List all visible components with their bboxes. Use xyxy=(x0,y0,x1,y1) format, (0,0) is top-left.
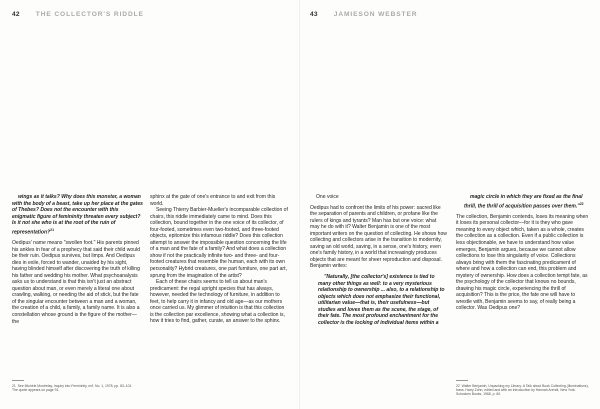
footnote-number-22: 22 xyxy=(456,384,460,388)
left-column-2 xyxy=(150,194,288,325)
sphinx-quote-text: wings as it talks? Why does this monster, a woman with the body of a beast, take up her place at the gates of Thebes? Does not the encounter with this enigmatic figure of femininity threaten every subject? Is it not she who is at the root of the ruin of representation? xyxy=(12,194,143,236)
benjamin-intro-paragraph: Oedipus had to confront the limits of his power: sacred like the separation of parents and children, or profane like the rulers of kings and tyrants? Man has but one voice: what may he do with it? Walter Benjamin is one of the most important writers on the question of collecting. He shows how collecting and collectors arise in the transition to modernity, saving an old world, saving, in a sense, one's history, even one's family history, in a world that increasingly produces objects that are meant for sheer reproduction and disposal. Benjamin writes: xyxy=(310,204,447,270)
footnote-number-21: 21 xyxy=(12,384,16,388)
section-title-one-voice: One voice xyxy=(316,194,339,200)
right-footnote xyxy=(456,384,590,397)
footnote-text-22: Walter Benjamin, Unpacking my Library: A Talk about Book Collecting (Illuminations), trans. Harry Zohn, edited and with an introduction by Hannah Arendt, New York: Schocken Books, 1968, p. 60. xyxy=(456,384,589,397)
left-column-1 xyxy=(12,194,143,325)
right-column-2 xyxy=(456,194,590,312)
left-running-head: THE COLLECTOR'S RIDDLE xyxy=(35,11,144,18)
benjamin-quote: "Naturally, [the collector's] existence is tied to many other things as well: to a very mysterious relationship to ownership ... also, to a relationship to objects which does not emphasize their functional, utilitarian value—that is, their usefulness—but studies and loves them as the scene, the stage, of their fate. The most profound enchantment for the collector is the locking of individual items within a xyxy=(318,274,445,326)
left-page-header xyxy=(12,11,144,18)
footnote-text-21: See Michèle Montrelay, Inquiry into Femininity, m/f, No. 1, 1978, pp. 83–101. The quote appears on page 91. xyxy=(12,384,133,393)
right-page-header xyxy=(310,11,417,18)
oedipus-paragraph: Oedipus' name means "swollen foot." His parents pinned his ankles in fear of a prophecy that said their child would be their ruin. Oedipus survives, but limps. And Oedipus dies in exile, forced to wander, unaided by his sight, having blinded himself after discovering the truth of killing his father and wedding his mother. What psychoanalysis asks us to understand is that this isn't just an abstract question about man, or even merely a literal one about crawling, walking, or needing the aid of stick, but the fate of the singular encounter between a man and a woman, the creation of a child, a family, a family name. It is also a constellation whose ground is the figure of the mother—the xyxy=(12,239,140,325)
footnote-ref-22: 22 xyxy=(579,201,584,206)
left-page-number: 42 xyxy=(12,11,20,18)
predicament-paragraph: Each of these chairs seems to tell us about man's predicament: the regal upright species that has always, however, needed the technology of furniture, in addition to feet, to help carry it in infancy and old age—as our mothers once carried us. My glimmer of intuition is that this collection is the collection par excellence, showing what a collection is, how it tries to find, gather, curate, an answer to the sphinx. xyxy=(150,279,285,325)
sphinx-quote xyxy=(12,194,143,236)
footnote-ref-21: 21 xyxy=(50,227,55,232)
left-footnote-rule xyxy=(12,380,24,381)
chairs-collection-paragraph: Seeing Thierry Barbier-Mueller's incomparable collection of chairs, this riddle immediately came to mind. Does this collection, bound together in the one voice of its collector, of four-footed, sometimes even two-footed, and three-footed objects, epitomize this infamous riddle? Does this collection attempt to answer the impossible question concerning the life of a man and the fate of a family? And what does a collection show if not the practically infinite two- and three- and four-footed creatures that resemble the human, each with its own personality? Hybrid creatures, one part furniture, one part art, sprung from the imagination of the artist? xyxy=(150,207,288,279)
collection-meaning-paragraph: The collection, Benjamin contends, loses its meaning when it loses its personal collector—for it is they who gave meaning to every object which, taken as a whole, creates the collection as a collection. Even if a public collection is less objectionable, we have to understand how value emerges, Benjamin argues, because we cannot allow collections to lose this singularity of voice. Collections always bring with them the fascinating predicament of where and how a collection can end, this problem and mystery of ownership. How does a collection tempt fate, as the psychology of the collector that knows no bounds, drawing his magic circle, experiencing the thrill of acquisition? This is the price, the fate one will have to wrestle with, Benjamin seems to say, of really being a collector. Was Oedipus one? xyxy=(456,213,589,312)
left-footnote xyxy=(12,384,138,392)
right-page xyxy=(300,0,600,409)
right-running-head: JAMIESON WEBSTER xyxy=(333,11,418,18)
right-column-1 xyxy=(310,194,447,326)
right-footnote-rule xyxy=(456,380,468,381)
sphinx-gate-paragraph: sphinx at the gate of one's entrance to and exit from this world. xyxy=(150,194,276,207)
benjamin-quote-end-text: magic circle in which they are fixed as the final thrill, the thrill of acquisition passes over them." xyxy=(464,194,583,210)
benjamin-quote-end xyxy=(456,194,590,210)
right-page-number: 43 xyxy=(310,11,318,18)
